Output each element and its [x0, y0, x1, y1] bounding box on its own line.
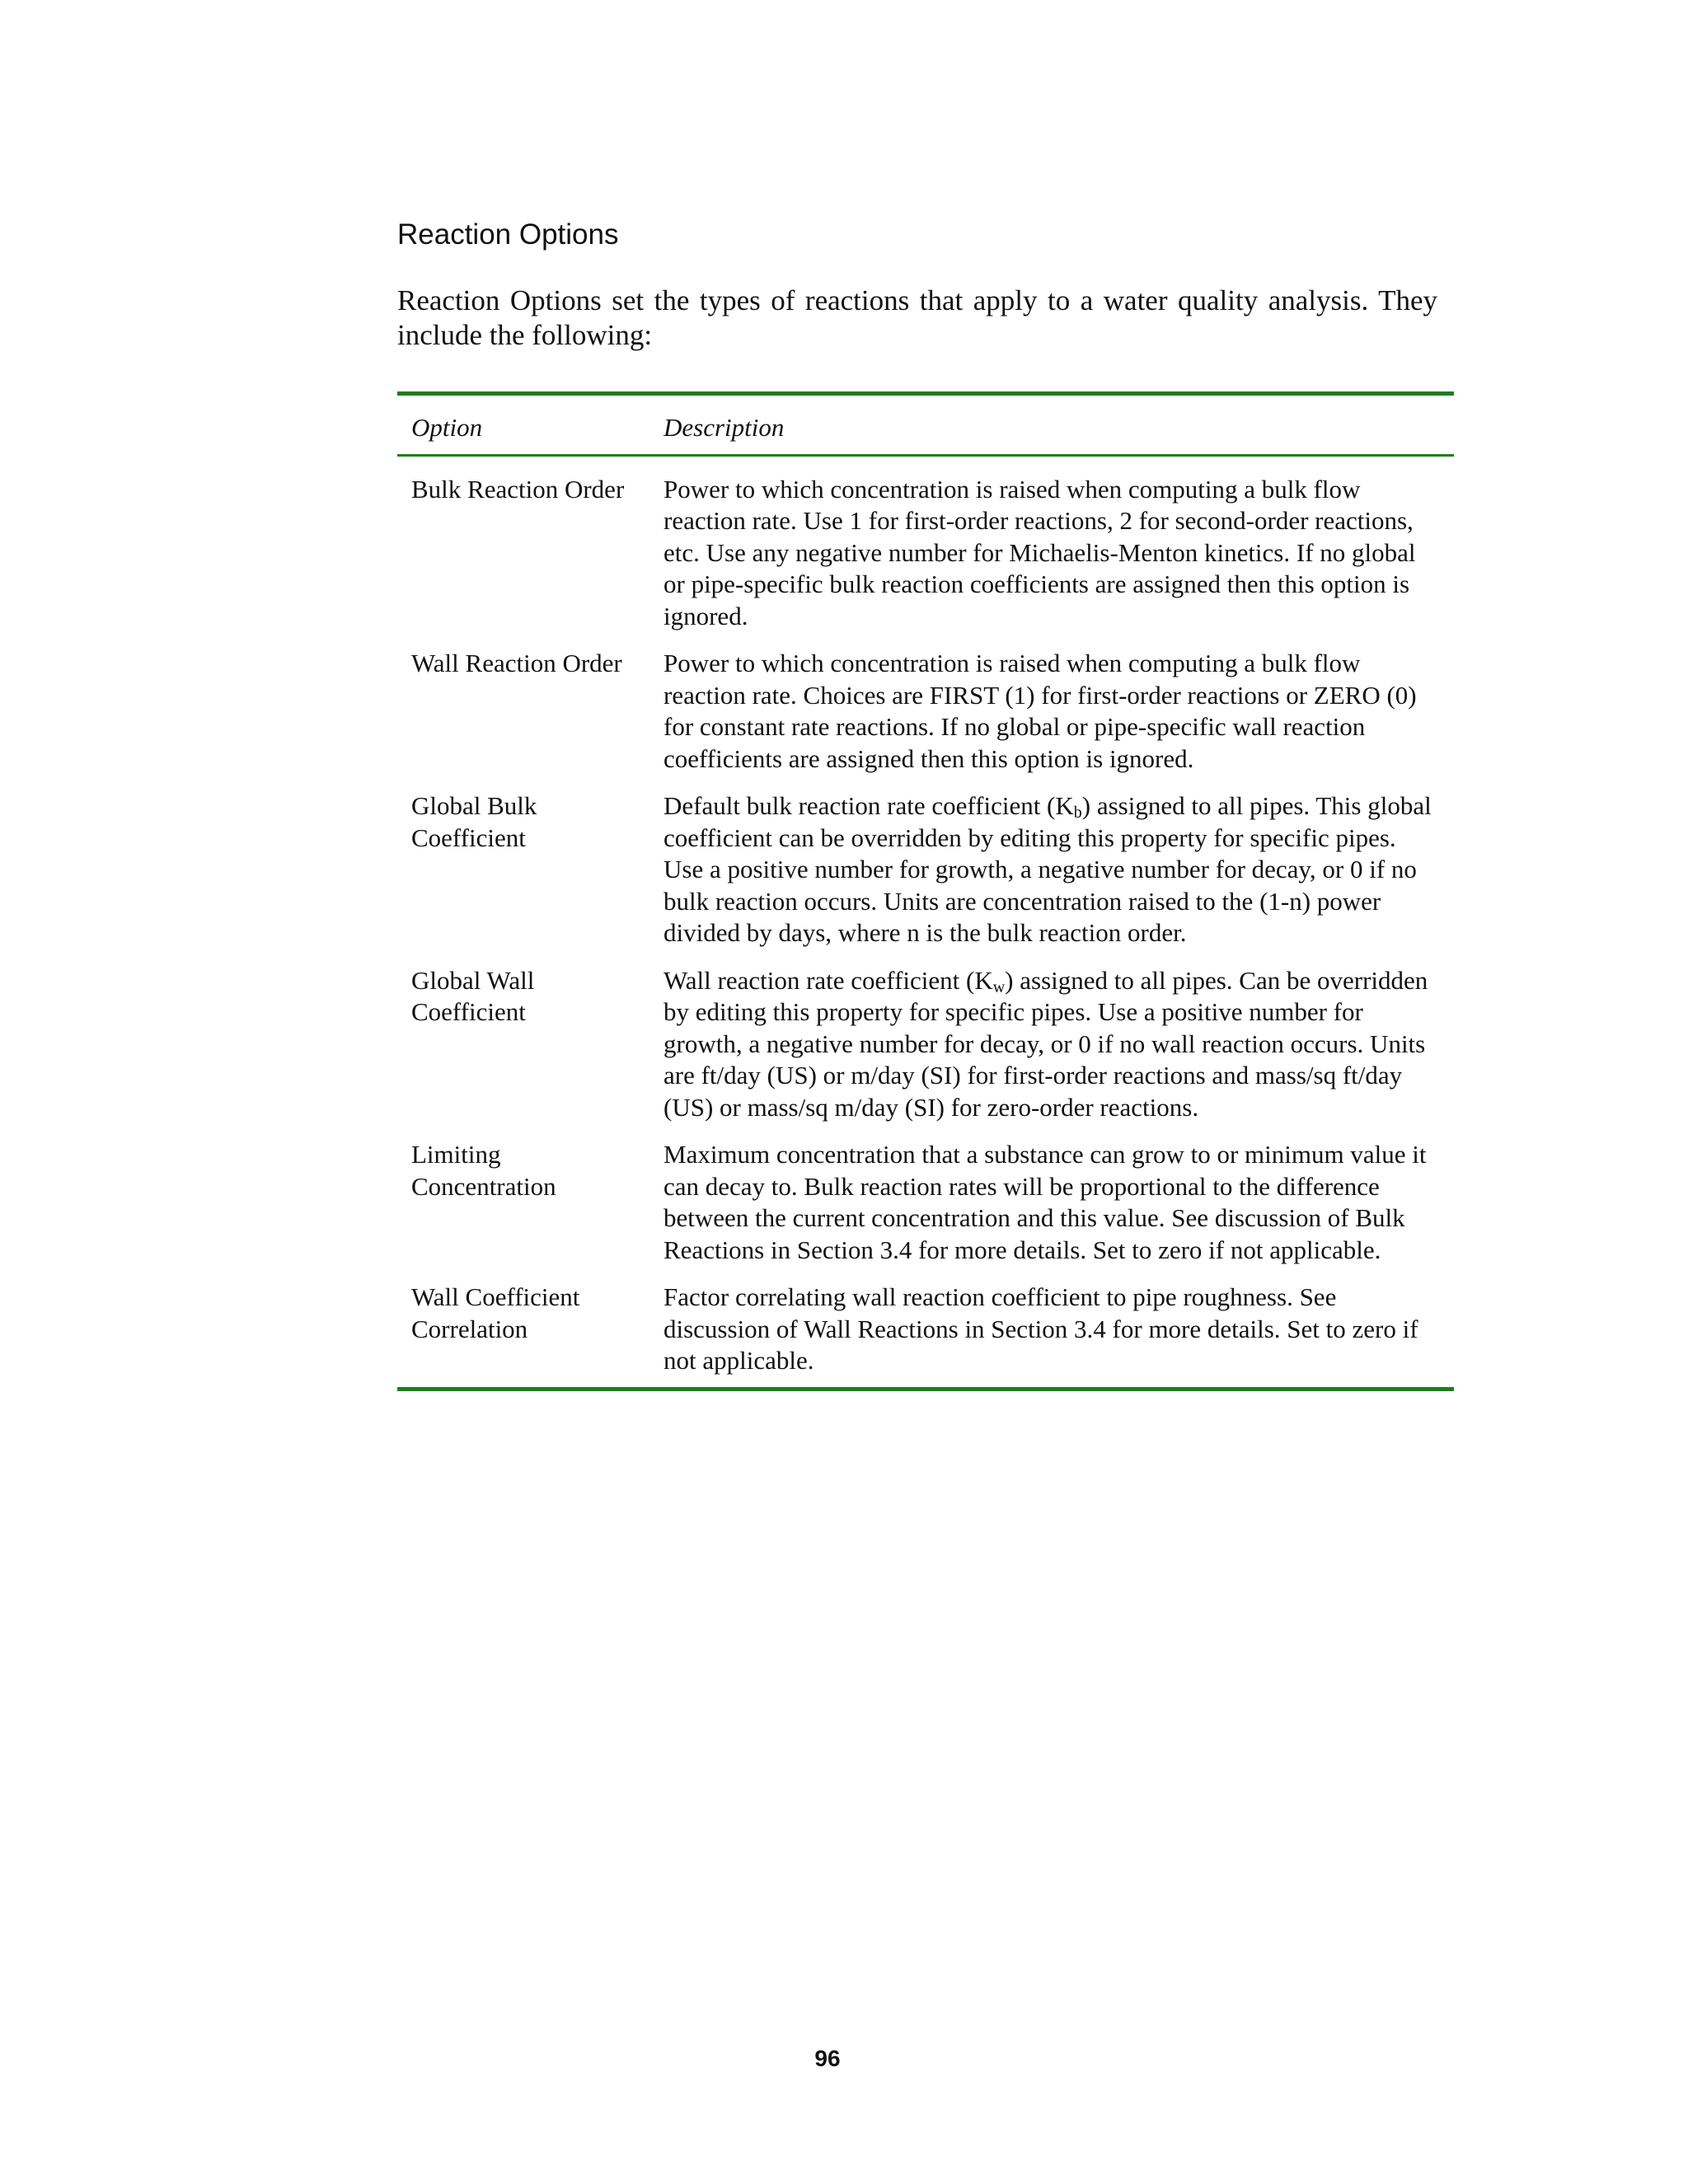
option-description: Factor correlating wall reaction coefficient to pipe roughness. See discussion of Wall Reactions in Section 3.4 for more details. Set to zero if not applicable. — [663, 1282, 1418, 1375]
description-column-header: Description — [649, 394, 1454, 456]
table-row — [397, 790, 1454, 965]
table-row — [397, 1139, 1454, 1282]
table-row — [397, 455, 1454, 648]
option-name: Global Wall Coefficient — [411, 965, 535, 1026]
option-description: Maximum concentration that a substance can grow to or minimum value it can decay to. Bulk reaction rates will be proportional to the difference between the current concentration and this value. See discussion of Bulk Reactions in Section 3.4 for more details. Set to zero if not applicable. — [663, 1140, 1427, 1264]
intro-paragraph: Reaction Options set the types of reactions that apply to a water quality analysis. They include the following: — [397, 284, 1437, 351]
option-name: Wall Reaction Order — [411, 649, 622, 677]
page-number: 96 — [814, 2046, 841, 2071]
option-name: Wall Coefficient Correlation — [411, 1282, 580, 1343]
description-text: ) assigned to all pipes. This global coefficient can be overridden by editing this property for specific pipes. Use a positive number for growth, a negative number for decay, or 0 if no bulk reaction occurs. Units are concentration raised to the (1-n) power divided by days, where n is the bulk reaction order. — [663, 791, 1432, 947]
reaction-options-table — [397, 391, 1454, 1391]
table-row — [397, 965, 1454, 1140]
option-name: Limiting Concentration — [411, 1140, 556, 1201]
option-description: Power to which concentration is raised when computing a bulk flow reaction rate. Choices are FIRST (1) for first-order reactions or ZERO (0) for constant rate reactions. If no global or pipe-specific wall reaction coefficients are assigned then this option is ignored. — [663, 649, 1417, 773]
section-heading: Reaction Options — [397, 218, 619, 251]
option-description — [649, 790, 1454, 965]
table-row — [397, 648, 1454, 790]
table-header-row — [397, 394, 1454, 456]
description-text: Wall reaction rate coefficient (K — [663, 965, 993, 995]
description-text: ) assigned to all pipes. Can be overridden by editing this property for specific pipes. Use a positive number for growth, a negative number for decay, or 0 if no wall reaction occurs. Units are ft/day (US) or m/day (SI) for first-order reactions and mass/sq ft/day (US) or mass/sq m/day (SI) for zero-order reactions. — [663, 965, 1428, 1122]
option-description — [649, 965, 1454, 1140]
subscript: b — [1073, 804, 1082, 822]
option-name: Bulk Reaction Order — [411, 474, 625, 504]
subscript: w — [992, 977, 1006, 996]
table-row — [397, 1282, 1454, 1389]
option-description: Power to which concentration is raised when computing a bulk flow reaction rate. Use 1 for first-order reactions, 2 for second-order reactions, etc. Use any negative number for Michaelis-Menton kinetics. If no global or pipe-specific bulk reaction coefficients are assigned then this option is ignored. — [663, 474, 1416, 630]
description-text: Default bulk reaction rate coefficient (K — [663, 791, 1074, 820]
option-column-header: Option — [397, 394, 649, 456]
option-name: Global Bulk Coefficient — [411, 791, 537, 852]
